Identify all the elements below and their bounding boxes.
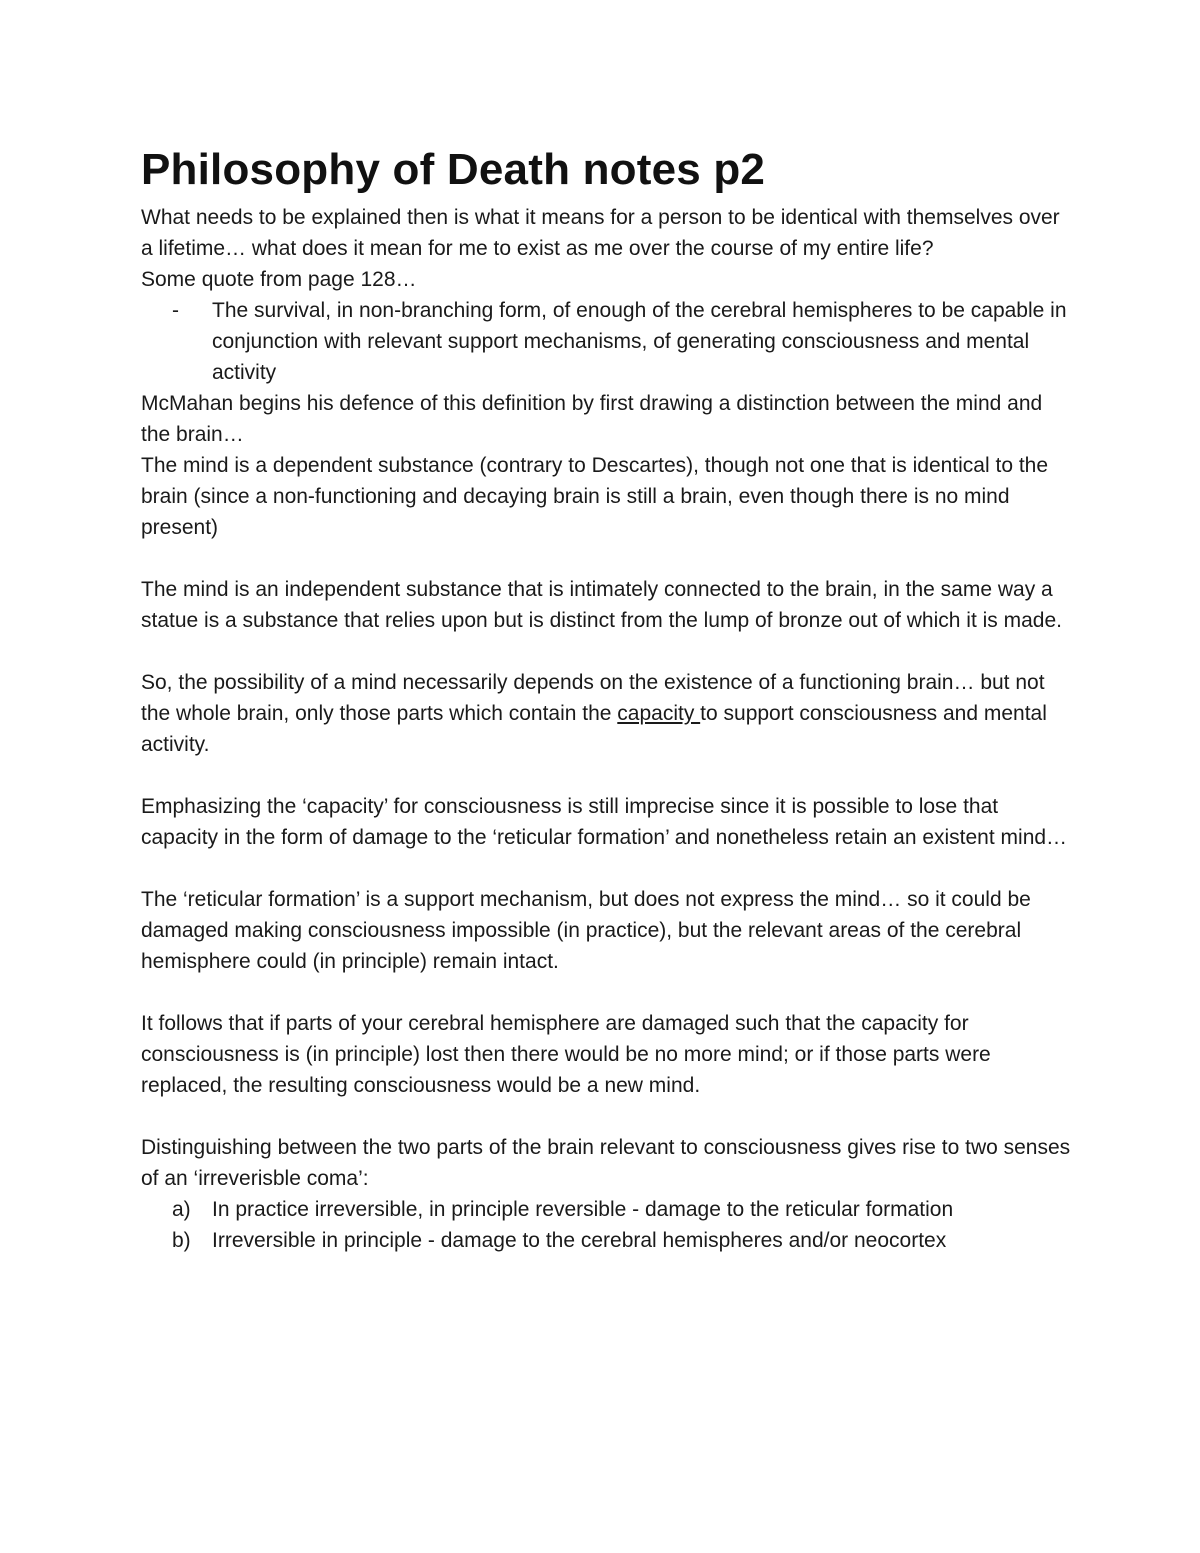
list-item-text: In practice irreversible, in principle reversible - damage to the reticular formation (212, 1198, 954, 1221)
paragraph-independent-substance: The mind is an independent substance that is intimately connected to the brain, in the same way a statue is a substance that relies upon but is distinct from the lump of bronze out of which it is made. (141, 578, 1062, 632)
paragraph-capacity: Emphasizing the ‘capacity’ for consciousness is still imprecise since it is possible to lose that capacity in the form of damage to the ‘reticular formation’ and nonetheless retain an existent mind… (141, 795, 1068, 849)
list-item (141, 1194, 1071, 1225)
paragraph-dependent-substance: The mind is a dependent substance (contrary to Descartes), though not one that is identical to the brain (since a non-functioning and decaying brain is still a brain, even though there is no mind present) (141, 454, 1049, 539)
paragraph-it-follows: It follows that if parts of your cerebral hemisphere are damaged such that the capacity for consciousness is (in principle) lost then there would be no more mind; or if those parts were replaced, the resulting consciousness would be a new mind. (141, 1012, 991, 1097)
dash-bullet: - (172, 299, 179, 322)
blank-line (141, 977, 1071, 1008)
document-title: Philosophy of Death notes p2 (141, 145, 766, 194)
paragraph-reticular-formation: The ‘reticular formation’ is a support mechanism, but does not express the mind… so it could be damaged making consciousness impossible (in practice), but the relevant areas of the cerebral hemisphere could (in principle) remain intact. (141, 888, 1031, 973)
list-item (141, 295, 1071, 388)
paragraph-distinguishing: Distinguishing between the two parts of the brain relevant to consciousness gives rise to two senses of an ‘irreverisble coma’: (141, 1136, 1071, 1190)
paragraph-possibility-of-mind (141, 667, 1071, 760)
blank-line (141, 1101, 1071, 1132)
blank-line (141, 853, 1071, 884)
text-run: to support consciousness and mental activity. (141, 702, 1047, 756)
list-item (141, 1225, 1071, 1256)
text-run: So, the possibility of a mind necessarily depends on the existence of a functioning brain… but not the whole brain, only those parts which contain the (141, 671, 1045, 725)
blank-line (141, 543, 1071, 574)
document-page (141, 138, 1071, 1256)
paragraph-mcmahan: McMahan begins his defence of this definition by first drawing a distinction between the mind and the brain… (141, 392, 1043, 446)
blank-line (141, 760, 1071, 791)
paragraph-quote-intro: Some quote from page 128… (141, 268, 417, 291)
blank-line (141, 636, 1071, 667)
alpha-list (141, 1194, 1071, 1256)
list-item-text: The survival, in non-branching form, of enough of the cerebral hemispheres to be capable in conjunction with relevant support mechanisms, of generating consciousness and mental activity (212, 299, 1067, 384)
list-marker: a) (172, 1198, 191, 1221)
list-item-text: Irreversible in principle - damage to the cerebral hemispheres and/or neocortex (212, 1229, 947, 1252)
underlined-word: capacity (617, 702, 701, 725)
dash-list (141, 295, 1071, 388)
list-marker: b) (172, 1229, 191, 1252)
paragraph-identity-question: What needs to be explained then is what it means for a person to be identical with themselves over a lifetime… what does it mean for me to exist as me over the course of my entire life? (141, 206, 1060, 260)
